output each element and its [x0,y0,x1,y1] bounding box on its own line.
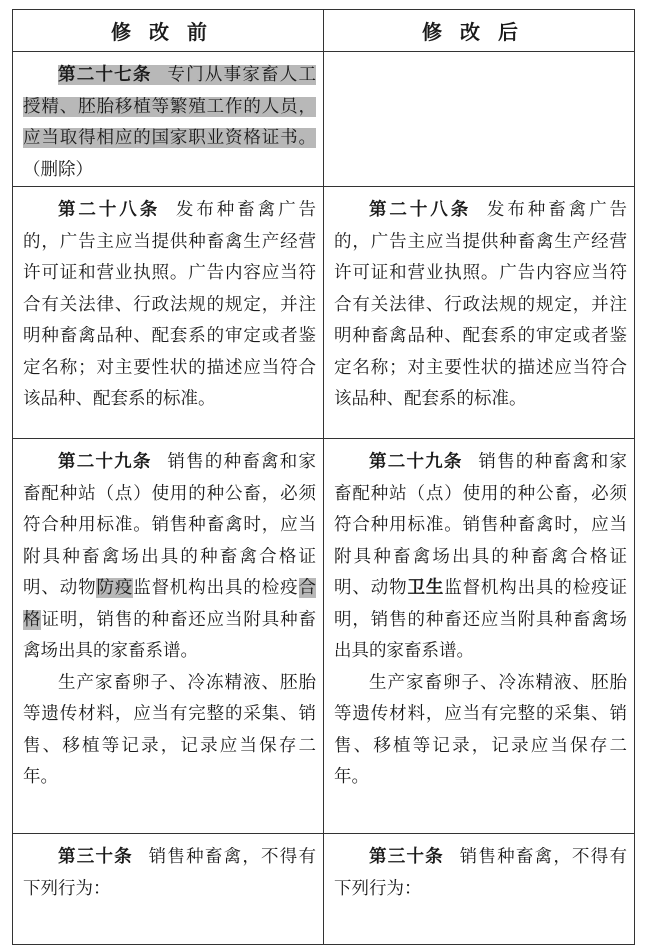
article-number: 第二十九条 [58,452,152,472]
cell-after-29 [324,439,635,834]
header-after: 修改后 [324,10,635,52]
article-number: 第二十八条 [369,200,472,220]
paragraph: 生产家畜卵子、冷冻精液、胚胎等遗传材料，应当有完整的采集、销售、移植等记录，记录应当保存二年。 [334,672,627,787]
article-text: 发布种畜禽广告的，广告主应当提供种畜禽生产经营许可证和营业执照。广告内容应当符合有关法律、行政法规的规定，并注明种畜禽品种、配套系的审定或者鉴定名称；对主要性状的描述应当符合该品种、配套系的标准。 [23,200,317,409]
paragraph [23,447,316,668]
deleted-text: 专门从事家畜人工授精、胚胎移植等繁殖工作的人员，应当取得相应的国家职业资格证书。 [23,65,317,148]
cell-before-30 [13,834,324,945]
cell-after-30 [324,834,635,945]
header-row [13,10,635,52]
article-number: 第三十条 [369,847,444,867]
table-row-article-28 [13,187,635,439]
cell-after-27 [324,52,635,187]
paragraph [334,842,627,905]
header-before: 修改前 [13,10,324,52]
paragraph: 生产家畜卵子、冷冻精液、胚胎等遗传材料，应当有完整的采集、销售、移植等记录，记录应当保存二年。 [23,672,316,787]
paragraph [334,447,627,668]
paragraph [334,195,627,416]
cell-before-27 [13,52,324,187]
article-text: 销售的种畜禽和家畜配种站（点）使用的种公畜，必须符合种用标准。销售种畜禽时，应当附具种畜禽场出具的种畜禽合格证明、动物 [334,452,628,598]
article-number: 第二十九条 [369,452,463,472]
paragraph [23,195,316,416]
article-number: 第二十八条 [58,200,161,220]
paragraph [23,842,316,905]
cell-after-28 [324,187,635,439]
table-row-article-29 [13,439,635,834]
article-text: 监督机构出具的检疫 [133,578,299,598]
article-text: 销售种畜禽，不得有下列行为： [23,847,317,899]
comparison-table [12,9,635,945]
article-number: 第二十七条 [58,65,152,85]
table-row-article-27 [13,52,635,187]
article-text: 销售种畜禽，不得有下列行为： [334,847,628,899]
article-text: 销售的种畜禽和家畜配种站（点）使用的种公畜，必须符合种用标准。销售种畜禽时，应当附具种畜禽场出具的种畜禽合格证明、动物 [23,452,317,598]
highlighted-text: 合格 [23,578,317,630]
highlighted-text: 防疫 [96,578,134,598]
article-number: 第三十条 [58,847,133,867]
table-row-article-30 [13,834,635,945]
bold-text: 卫生 [407,578,445,598]
article-text: 发布种畜禽广告的，广告主应当提供种畜禽生产经营许可证和营业执照。广告内容应当符合有关法律、行政法规的规定，并注明种畜禽品种、配套系的审定或者鉴定名称；对主要性状的描述应当符合该品种、配套系的标准。 [334,200,628,409]
article-text: 监督机构出具的检疫证明，销售的种畜还应当附具种畜禽场出具的家畜系谱。 [334,578,628,661]
delete-note: （删除） [23,159,93,180]
article-text: 证明，销售的种畜还应当附具种畜禽场出具的家畜系谱。 [23,609,317,661]
cell-before-28 [13,187,324,439]
cell-before-29 [13,439,324,834]
paragraph [23,60,316,186]
